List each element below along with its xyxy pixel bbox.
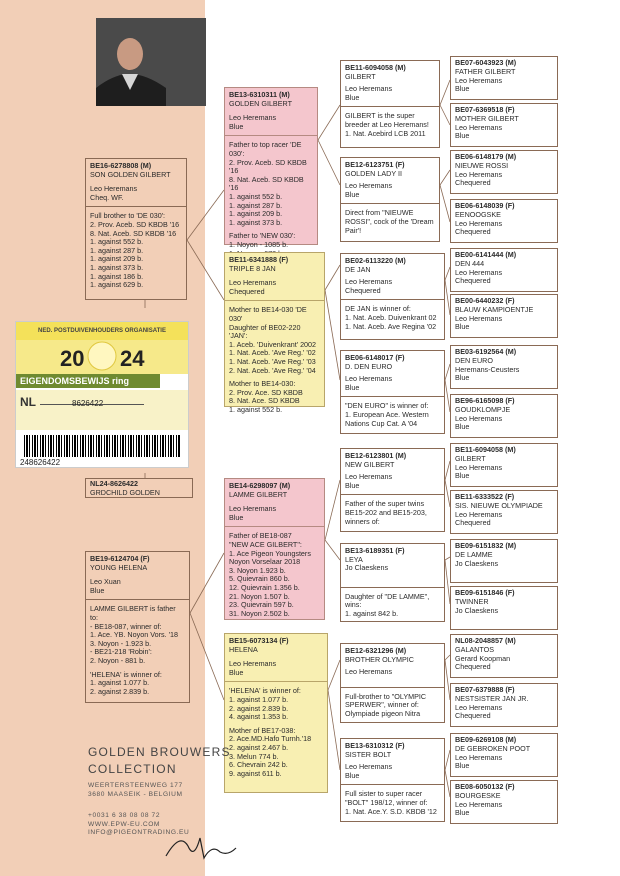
- g4-owner: Leo Heremans: [455, 313, 503, 323]
- sdd-name: D. DEN EURO: [345, 361, 393, 371]
- ring-band: EIGENDOMSBEWIJS ring: [16, 374, 160, 388]
- sire-note: Full brother to 'DE 030': 2. Prov. Aceb. SD KBDB '16 8. Nat. Aceb. SD KBDB '16 1. against 552 b. 1. against 287 b. 1. against 209 b. 1. against 373 b. 1. against 186 b. 1. against 629 b.: [90, 211, 180, 290]
- sire-owner: Leo Heremans: [90, 184, 138, 194]
- sss-name: GILBERT: [345, 71, 376, 81]
- g4-ring: BE07-6369518 (F): [455, 105, 515, 114]
- sss-card: [340, 60, 440, 148]
- g4-ring: BE09-6269108 (M): [455, 735, 517, 744]
- dsd-card: [340, 543, 445, 622]
- g4-card: [450, 683, 558, 727]
- g4-name: GOUDKLOMPJE: [455, 404, 511, 414]
- sd-name: TRIPLE 8 JAN: [229, 263, 276, 273]
- sire-name: SON GOLDEN GILBERT: [90, 169, 171, 179]
- dam-name: YOUNG HELENA: [90, 562, 148, 572]
- dss-owner: Leo Heremans: [345, 472, 393, 482]
- g4-color: Chequered: [455, 711, 491, 721]
- ds-note: Father of BE18-087 "NEW ACE GILBERT": 1. Ace Pigeon Youngsters Noyon Vorselaar 2018 3. Noyon 1.923 b. 5. Quievrain 860 b. 12. Quievrain 1.356 b. 21. Noyon 1.507 b. 23. Quievrain 597 b. 31. Noyon 2.502 b.: [229, 531, 311, 618]
- g4-name: BOURGESKE: [455, 790, 501, 800]
- g4-color: Chequered: [455, 518, 491, 528]
- g4-name: MOTHER GILBERT: [455, 113, 519, 123]
- g4-owner: Leo Heremans: [455, 509, 503, 519]
- g4-name: GALANTOS: [455, 644, 495, 654]
- ss-color: Blue: [229, 121, 244, 131]
- dam-color: Blue: [90, 585, 105, 595]
- barcode-number: 248626422: [20, 458, 61, 467]
- dam-ring: BE19-6124704 (F): [90, 554, 150, 563]
- dsd-name: LEYA: [345, 554, 363, 564]
- g4-name: DE GEBROKEN POOT: [455, 743, 531, 753]
- g4-name: DEN 444: [455, 258, 485, 268]
- dds-note: Full-brother to "OLYMPIC SPERWER", winner of: Olympiade pigeon Nitra: [345, 691, 427, 718]
- ds-name: LAMME GILBERT: [229, 489, 288, 499]
- sire-dam-card: [224, 252, 325, 414]
- g4-name: SIS. NIEUWE OLYMPIADE: [455, 500, 543, 510]
- ssd-ring: BE12-6123751 (F): [345, 160, 405, 169]
- sss-ring: BE11-6094058 (M): [345, 63, 406, 72]
- g4-card: [450, 150, 558, 194]
- sss-owner: Leo Heremans: [345, 84, 393, 94]
- ssd-card: [340, 157, 440, 242]
- sire-card: [85, 158, 187, 300]
- sdd-ring: BE06-6148017 (F): [345, 353, 405, 362]
- g4-color: Blue: [455, 322, 470, 332]
- g4-card: [450, 294, 558, 338]
- g4-card: [450, 345, 558, 389]
- contact-web[interactable]: WWW.EPW-EU.COM: [88, 820, 161, 828]
- dsd-ring: BE13-6189351 (F): [345, 546, 405, 555]
- sdd-card: [340, 350, 445, 434]
- sds-owner: Leo Heremans: [345, 277, 393, 287]
- g4-ring: BE09-6151846 (F): [455, 588, 515, 597]
- g4-name: GILBERT: [455, 453, 486, 463]
- sdd-owner: Leo Heremans: [345, 374, 393, 384]
- ring-org: NED. POSTDUIVENHOUDERS ORGANISATIE: [16, 322, 188, 340]
- g4-card: [450, 539, 558, 583]
- ring-logo-icon: [16, 340, 188, 374]
- g4-card: [450, 199, 558, 243]
- ss-owner: Leo Heremans: [229, 113, 277, 123]
- dss-note: Father of the super twins BE15-202 and BE15-203, winners of:: [345, 499, 427, 526]
- ssd-name: GOLDEN LADY II: [345, 168, 402, 178]
- sd-owner: Leo Heremans: [229, 278, 277, 288]
- g4-card: [450, 490, 558, 534]
- g4-owner: Leo Heremans: [455, 218, 503, 228]
- g4-card: [450, 586, 558, 630]
- dd-note: 'HELENA' is winner of: 1. against 1.077 b. 2. against 2.839 b. 4. against 1.353 b.: [229, 686, 301, 722]
- dam-card: [85, 551, 190, 703]
- sds-name: DE JAN: [345, 264, 371, 274]
- g4-card: [450, 733, 558, 777]
- subject-ring: NL24-8626422: [90, 479, 138, 488]
- g4-ring: NL08-2048857 (M): [455, 636, 516, 645]
- ddd-color: Blue: [345, 770, 360, 780]
- address-city: 3680 MAASEIK - BELGIUM: [88, 790, 183, 798]
- brand-line-1: GOLDEN BROUWERS: [88, 745, 231, 759]
- dd-name: HELENA: [229, 644, 258, 654]
- dds-card: [340, 643, 445, 723]
- g4-color: Blue: [455, 84, 470, 94]
- g4-card: [450, 634, 558, 678]
- g4-card: [450, 394, 558, 438]
- g4-owner: Leo Heremans: [455, 75, 503, 85]
- dss-name: NEW GILBERT: [345, 459, 395, 469]
- g4-ring: BE06-6148039 (F): [455, 201, 515, 210]
- ddd-name: SISTER BOLT: [345, 749, 392, 759]
- dd-owner: Leo Heremans: [229, 659, 277, 669]
- signature-icon: [160, 826, 240, 866]
- sds-color: Chequered: [345, 285, 381, 295]
- g4-card: [450, 443, 558, 487]
- ring-country: NL: [20, 395, 36, 409]
- ssd-color: Blue: [345, 189, 360, 199]
- g4-ring: BE11-6094058 (M): [455, 445, 516, 454]
- g4-color: Blue: [455, 471, 470, 481]
- g4-color: Chequered: [455, 227, 491, 237]
- g4-ring: BE07-6379888 (F): [455, 685, 515, 694]
- sd-color: Chequered: [229, 286, 265, 296]
- g4-owner: Leo Heremans: [455, 462, 503, 472]
- address: [88, 782, 183, 799]
- sds-ring: BE02-6113220 (M): [345, 256, 406, 265]
- dss-color: Blue: [345, 480, 360, 490]
- dd-ring: BE15-6073134 (F): [229, 636, 289, 645]
- sd-ring: BE11-6341888 (F): [229, 255, 289, 264]
- ss-name: GOLDEN GILBERT: [229, 98, 292, 108]
- dds-name: BROTHER OLYMPIC: [345, 654, 414, 664]
- sire-sire-card: [224, 87, 318, 249]
- g4-ring: BE11-6333522 (F): [455, 492, 515, 501]
- g4-owner: Leo Heremans: [455, 169, 503, 179]
- g4-color: Blue: [455, 761, 470, 771]
- g4-owner: Jo Claeskens: [455, 605, 499, 615]
- g4-name: NESTSISTER JAN JR.: [455, 693, 529, 703]
- ssd-owner: Leo Heremans: [345, 181, 393, 191]
- dsd-note: Daughter of "DE LAMME", wins: 1. against 842 b.: [345, 591, 430, 618]
- ring-year-b: 24: [120, 346, 145, 371]
- ddd-card: [340, 738, 445, 822]
- dam-note-2: 'HELENA' is winner of: 1. against 1.077 b. 2. against 2.839 b.: [90, 669, 162, 696]
- sdd-color: Blue: [345, 382, 360, 392]
- g4-name: BLAUW KAMPIOENTJE: [455, 304, 534, 314]
- contact-email[interactable]: INFO@PIGEONTRADING.EU: [88, 829, 190, 836]
- brand-name: [88, 744, 231, 778]
- g4-owner: Leo Heremans: [455, 752, 503, 762]
- g4-color: Blue: [455, 808, 470, 818]
- subject-card: [85, 478, 193, 498]
- ring-year-a: 20: [60, 346, 85, 371]
- g4-owner: Leo Heremans: [455, 413, 503, 423]
- g4-card: [450, 103, 558, 147]
- dam-sire-card: [224, 478, 325, 620]
- g4-owner: Jo Claeskens: [455, 558, 499, 568]
- sss-color: Blue: [345, 92, 360, 102]
- g4-color: Chequered: [455, 178, 491, 188]
- g4-ring: BE96-6165098 (F): [455, 396, 515, 405]
- barcode: [24, 435, 180, 457]
- subject-name: GRDCHILD GOLDEN: [90, 487, 160, 497]
- ring-certificate: [15, 321, 189, 468]
- dd-note-2: Mother of BE17-038: 2. Ace.MD.Hafo Turnh.'18 2. against 2.467 b. 3. Melun 774 b. 6. Chevrain 242 b. 9. against 611 b.: [229, 725, 312, 778]
- g4-ring: BE00-6440232 (F): [455, 296, 515, 305]
- ssd-note: Direct from "NIEUWE ROSSI", cock of the 'Dream Pair'!: [345, 208, 434, 235]
- g4-ring: BE06-6148179 (M): [455, 152, 517, 161]
- g4-name: DE LAMME: [455, 549, 493, 559]
- g4-owner: Heremans-Ceusters: [455, 364, 520, 374]
- dd-color: Blue: [229, 667, 244, 677]
- dam-note: LAMME GILBERT is father to: - BE18-087, winner of: 1. Ace. YB. Noyon Vors. '18 3. Noyon - 1.923 b. - BE21-218 'Robin': 2. Noyon - 881 b.: [90, 604, 178, 665]
- ds-owner: Leo Heremans: [229, 504, 277, 514]
- g4-card: [450, 248, 558, 292]
- g4-name: FATHER GILBERT: [455, 66, 516, 76]
- g4-ring: BE00-6141444 (M): [455, 250, 517, 259]
- g4-card: [450, 56, 558, 100]
- ring-number: 8626422: [72, 399, 104, 408]
- g4-owner: Leo Heremans: [455, 799, 503, 809]
- g4-card: [450, 780, 558, 824]
- g4-name: NIEUWE ROSSI: [455, 160, 509, 170]
- contact-phone: +0031 6 38 08 08 72: [88, 812, 161, 819]
- g4-color: Chequered: [455, 276, 491, 286]
- g4-owner: Leo Heremans: [455, 702, 503, 712]
- dds-owner: Leo Heremans: [345, 667, 393, 677]
- g4-owner: Leo Heremans: [455, 122, 503, 132]
- g4-name: EENOOGSKE: [455, 209, 501, 219]
- dss-card: [340, 448, 445, 532]
- g4-color: Blue: [455, 131, 470, 141]
- g4-owner: Gerard Koopman: [455, 653, 511, 663]
- dss-ring: BE12-6123801 (M): [345, 451, 407, 460]
- g4-name: DEN EURO: [455, 355, 493, 365]
- dsd-owner: Jo Claeskens: [345, 563, 389, 573]
- sire-color: Cheq. WF.: [90, 192, 124, 202]
- ddd-note: Full sister to super racer "BOLT" 198/12, winner of: 1. Nat. Ace.Y. S.D. KBDB '12: [345, 789, 437, 816]
- ddd-ring: BE13-6310312 (F): [345, 741, 405, 750]
- g4-owner: Leo Heremans: [455, 267, 503, 277]
- dds-ring: BE12-6321296 (M): [345, 646, 407, 655]
- dam-dam-card: [224, 633, 328, 793]
- g4-name: TWINNER: [455, 596, 489, 606]
- sds-card: [340, 253, 445, 340]
- ss-note: Father to top racer 'DE 030': 2. Prov. Aceb. SD KBDB '16 8. Nat. Aceb. SD KBDB '16 1. against 552 b. 1. against 287 b. 1. against 209 b. 1. against 373 b.: [229, 140, 307, 227]
- g4-ring: BE09-6151832 (M): [455, 541, 517, 550]
- g4-ring: BE03-6192564 (M): [455, 347, 517, 356]
- g4-color: Blue: [455, 373, 470, 383]
- sds-note: DE JAN is winner of: 1. Nat. Aceb. Duivenkrant 02 1. Nat. Aceb. Ave Regina '02: [345, 304, 437, 331]
- g4-ring: BE07-6043923 (M): [455, 58, 517, 67]
- dam-owner: Leo Xuan: [90, 577, 121, 587]
- sd-note: Mother to BE14-030 'DE 030' Daughter of BE02-220 'JAN': 1. Aceb. 'Duivenkrant' 2002 1. Nat. Aceb. 'Ave Reg.' '02 1. Nat. Aceb. 'Ave Reg.' '03 2. Nat. Aceb. 'Ave Reg.' '04: [229, 305, 317, 375]
- sd-note-2: Mother to BE14-030: 2. Prov. Ace. SD KBDB 8. Nat. Ace. SD KBDB 1. against 552 b.: [229, 379, 303, 414]
- ddd-owner: Leo Heremans: [345, 762, 393, 772]
- sdd-note: "DEN EURO" is winner of: 1. European Ace. Western Nations Cup Cat. A '04: [345, 401, 429, 428]
- g4-color: Chequered: [455, 662, 491, 672]
- g4-ring: BE08-6050132 (F): [455, 782, 515, 791]
- ss-ring: BE13-6310311 (M): [229, 90, 290, 99]
- brand-line-2: COLLECTION: [88, 762, 177, 776]
- ds-color: Blue: [229, 512, 244, 522]
- ds-ring: BE14-6298097 (M): [229, 481, 291, 490]
- sire-ring: BE16-6278808 (M): [90, 161, 152, 170]
- sss-note: GILBERT is the super breeder at Leo Heremans! 1. Nat. Acebird LCB 2011: [345, 111, 429, 138]
- address-street: WEERTERSTEENWEG 177: [88, 782, 183, 789]
- ss-note-2: Father to 'NEW 030': 1. Noyon - 1085 b.: [229, 231, 296, 249]
- g4-color: Blue: [455, 422, 470, 432]
